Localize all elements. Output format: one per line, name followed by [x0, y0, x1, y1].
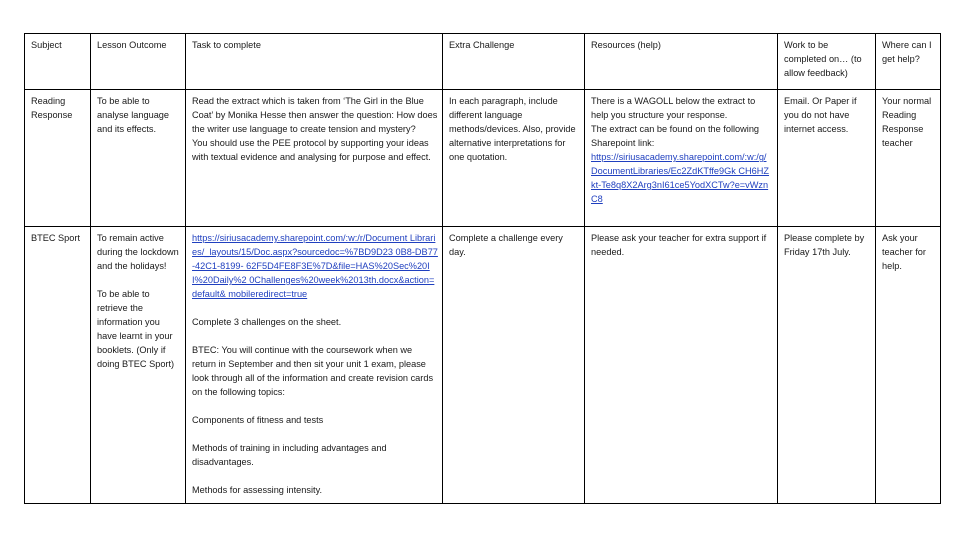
header-task: Task to complete: [186, 34, 443, 90]
header-where-help: Where can I get help?: [876, 34, 941, 90]
reading-sharepoint-link[interactable]: https://siriusacademy.sharepoint.com/:w:/g/DocumentLibraries/Ec2ZdKTffe9Gk CH6HZkt-Te8q8X2Arg3nI61ce5YodXCTw?e=vWzn C8: [591, 152, 770, 204]
header-subject: Subject: [25, 34, 91, 90]
reading-help: Your normal Reading Response teacher: [876, 90, 941, 227]
btec-topic-intensity: Methods for assessing intensity.: [192, 485, 323, 495]
reading-resources: [585, 90, 778, 227]
table-row-reading-response: [25, 90, 941, 227]
header-work-completed-on: Work to be completed on… (to allow feedback): [778, 34, 876, 90]
header-resources: Resources (help): [585, 34, 778, 90]
reading-task: [186, 90, 443, 227]
header-row: [25, 34, 941, 90]
reading-subject: Reading Response: [25, 90, 91, 227]
btec-topic-fitness: Components of fitness and tests: [192, 415, 324, 425]
btec-help: Ask your teacher for help.: [876, 227, 941, 504]
btec-extra-challenge: Complete a challenge every day.: [443, 227, 585, 504]
reading-task-pee: You should use the PEE protocol by supporting your ideas with textual evidence and analysing for purpose and effect.: [192, 138, 431, 162]
reading-outcome: To be able to analyse language and its effects.: [91, 90, 186, 227]
reading-work-completed-on: Email. Or Paper if you do not have internet access.: [778, 90, 876, 227]
reading-extra-challenge: In each paragraph, include different language methods/devices. Also, provide alternative interpretations for one quotation.: [443, 90, 585, 227]
btec-task-coursework: BTEC: You will continue with the coursework when we return in September and then sit your unit 1 exam, please look through all of the information and create revision cards on the following topics:: [192, 345, 434, 397]
table-row-btec-sport: [25, 227, 941, 504]
header-lesson-outcome: Lesson Outcome: [91, 34, 186, 90]
btec-outcome-retrieve: To be able to retrieve the information you have learnt in your booklets. (Only if doing BTEC Sport): [97, 289, 175, 369]
btec-work-completed-on: Please complete by Friday 17th July.: [778, 227, 876, 504]
btec-outcome: [91, 227, 186, 504]
btec-task-challenges: Complete 3 challenges on the sheet.: [192, 317, 342, 327]
lesson-table: [24, 33, 941, 504]
btec-subject: BTEC Sport: [25, 227, 91, 504]
reading-task-question: Read the extract which is taken from ‘The Girl in the Blue Coat’ by Monika Hesse then answer the question: How does the writer use language to create tension and mystery?: [192, 96, 438, 134]
btec-sharepoint-link[interactable]: https://siriusacademy.sharepoint.com/:w:/r/Document Libraries/_layouts/15/Doc.aspx?sourcedoc=%7BD9D23 0B8-DB77-42C1-8199- 62F5D4FE8F3E%7D&file=HAS%20Sec%20II%20Daily%2 0Challenges%20week%2013th.docx&action=default& mobileredirect=true: [192, 233, 438, 299]
reading-resources-wagoll: There is a WAGOLL below the extract to help you structure your response.: [591, 96, 756, 120]
btec-task: [186, 227, 443, 504]
btec-topic-training: Methods of training in including advantages and disadvantages.: [192, 443, 387, 467]
reading-resources-intro: The extract can be found on the following Sharepoint link:: [591, 124, 760, 148]
btec-outcome-active: To remain active during the lockdown and the holidays!: [97, 233, 179, 271]
btec-resources: Please ask your teacher for extra support if needed.: [585, 227, 778, 504]
header-extra-challenge: Extra Challenge: [443, 34, 585, 90]
